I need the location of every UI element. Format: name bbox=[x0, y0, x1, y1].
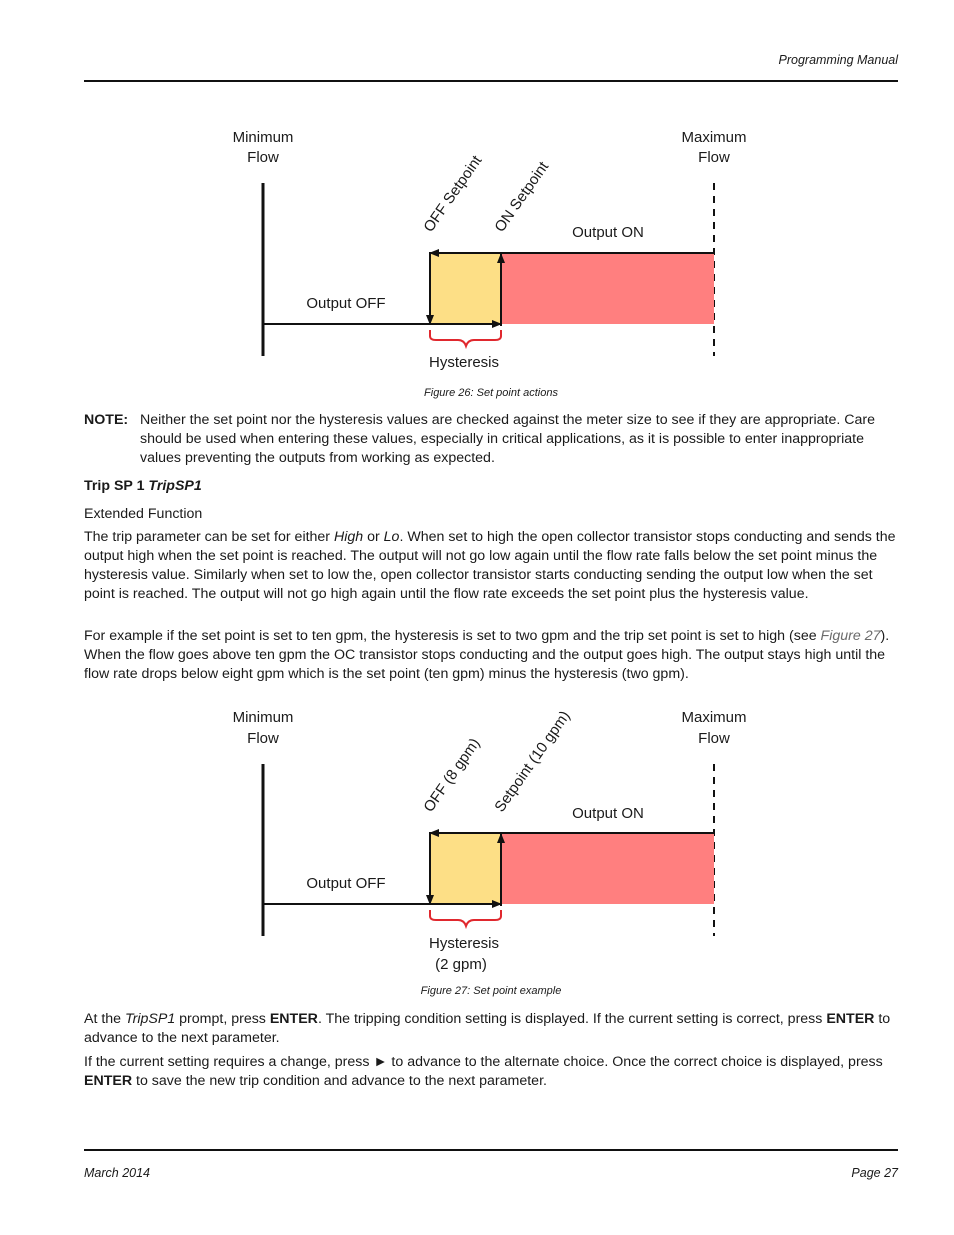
max-flow-label-line2: Flow bbox=[698, 730, 730, 747]
p3-prompt: TripSP1 bbox=[125, 1011, 176, 1027]
note-block bbox=[84, 411, 898, 468]
output-off-label: Output OFF bbox=[306, 875, 386, 892]
paragraph-2 bbox=[84, 627, 898, 684]
p4-text-b: to advance to the alternate choice. Once the correct choice is displayed, press bbox=[387, 1054, 883, 1070]
p3-text-a: At the bbox=[84, 1011, 126, 1027]
off-setpoint-label: OFF Setpoint bbox=[420, 152, 486, 236]
p1-text-a: The trip parameter can be set for either bbox=[84, 529, 334, 545]
output-on-band bbox=[501, 834, 714, 904]
p4-text-a: If the current setting requires a change, press bbox=[84, 1054, 374, 1070]
figure-26 bbox=[84, 120, 898, 390]
output-on-label: Output ON bbox=[572, 224, 644, 241]
figure-27 bbox=[84, 700, 898, 972]
max-flow-label-line2: Flow bbox=[698, 149, 730, 166]
min-flow-label-line2: Flow bbox=[247, 730, 279, 747]
p3-text-c: . The tripping condition setting is displayed. If the current setting is correct, press bbox=[317, 1011, 827, 1027]
hysteresis-brace bbox=[430, 330, 501, 346]
footer-rule bbox=[84, 1149, 898, 1151]
p3-enter-key-1: ENTER bbox=[269, 1011, 318, 1027]
p3-text-b: prompt, press bbox=[175, 1011, 270, 1027]
hysteresis-brace bbox=[430, 910, 501, 926]
p3-enter-key-2: ENTER bbox=[826, 1011, 875, 1027]
p1-text-b: or bbox=[363, 529, 384, 545]
footer-date: March 2014 bbox=[84, 1166, 151, 1180]
note-text: Neither the set point nor the hysteresis values are checked against the meter size to see if they are appropriate. Care should be used when entering these values, especially in critical applications, as it is possible to enter inappropriate values preventing the outputs from working as expected. bbox=[140, 412, 875, 466]
p4-enter-key: ENTER bbox=[84, 1073, 133, 1089]
p3-text-d: to advance to the next parameter. bbox=[84, 1011, 891, 1046]
min-flow-label-line2: Flow bbox=[247, 149, 279, 166]
section-heading bbox=[84, 477, 898, 496]
output-on-label: Output ON bbox=[572, 805, 644, 822]
p1-text-c: . When set to high the open collector transistor stops conducting and sends the output high when the set point is reached. The output will not go low again until the flow rate falls below the set point minus the hysteresis value. Similarly when set to low the, open collector transistor starts conducting sending the output low when the set point is reached. The output will not go high again until the flow rate exceeds the set point plus the hysteresis value. bbox=[84, 529, 896, 602]
hysteresis-label-line1: Hysteresis bbox=[428, 935, 500, 952]
hysteresis-label-line2: (2 gpm) bbox=[435, 956, 487, 972]
p4-text-c: to save the new trip condition and advance to the next parameter. bbox=[132, 1073, 547, 1089]
paragraph-4 bbox=[84, 1053, 898, 1091]
figure-27-link[interactable]: Figure 27 bbox=[820, 628, 881, 644]
min-flow-label-line1: Minimum bbox=[232, 709, 294, 726]
running-header: Programming Manual bbox=[778, 53, 898, 67]
paragraph-1 bbox=[84, 528, 898, 604]
p1-high: High bbox=[333, 529, 364, 545]
section-subtitle: Extended Function bbox=[84, 506, 203, 522]
max-flow-label-line1: Maximum bbox=[681, 129, 747, 146]
min-flow-label-line1: Minimum bbox=[232, 129, 294, 146]
p2-text-a: For example if the set point is set to ten gpm, the hysteresis is set to two gpm and the trip set point is set to high (see bbox=[84, 628, 821, 644]
hysteresis-band bbox=[430, 834, 501, 904]
max-flow-label-line1: Maximum bbox=[681, 709, 747, 726]
footer-page-number: Page 27 bbox=[851, 1166, 898, 1180]
header-rule bbox=[84, 80, 898, 82]
output-on-band bbox=[501, 254, 714, 324]
note-label: NOTE: bbox=[84, 412, 129, 428]
setpoint-10gpm-label: Setpoint (10 gpm) bbox=[491, 707, 574, 816]
paragraph-3 bbox=[84, 1010, 898, 1048]
hysteresis-band bbox=[430, 254, 501, 324]
on-setpoint-label: ON Setpoint bbox=[491, 158, 553, 236]
hysteresis-label: Hysteresis bbox=[428, 354, 500, 371]
off-8gpm-label: OFF (8 gpm) bbox=[420, 735, 484, 816]
output-off-label: Output OFF bbox=[306, 295, 386, 312]
right-arrow-icon: ► bbox=[373, 1054, 388, 1070]
section-title: Trip SP 1 bbox=[84, 478, 149, 494]
figure-27-caption: Figure 27: Set point example bbox=[420, 985, 562, 997]
p1-lo: Lo bbox=[383, 529, 400, 545]
p2-text-b: ). When the flow goes above ten gpm the OC transistor stops conducting and the output goes high. The output stays high until the flow rate drops below eight gpm which is the set point (ten gpm) minus the hysteresis (two gpm). bbox=[84, 628, 890, 682]
figure-26-caption: Figure 26: Set point actions bbox=[424, 387, 558, 399]
section-title-italic: TripSP1 bbox=[148, 478, 202, 494]
